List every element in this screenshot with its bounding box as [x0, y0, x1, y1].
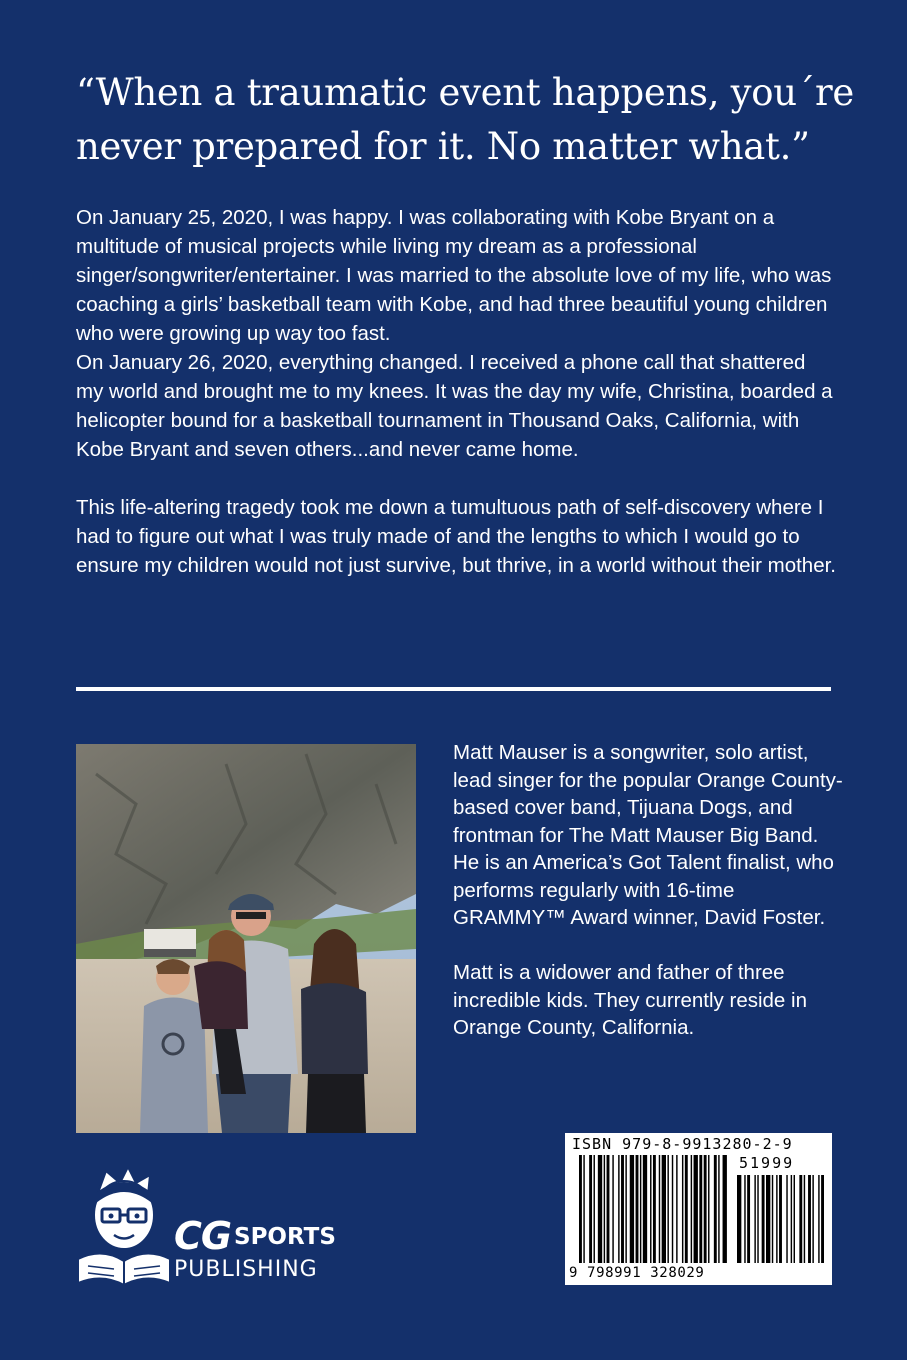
isbn-barcode [565, 1133, 832, 1285]
publisher-name-publishing: PUBLISHING [174, 1257, 318, 1282]
description-paragraph: This life-altering tragedy took me down a tumultuous path of self-discovery where I had to figure out what I was truly made of and the lengths to which I would go to ensure my children would not just survive, but thrive, in a world without their mother. [76, 496, 836, 577]
book-description [76, 203, 836, 580]
ean-digits: 9 798991 328029 [569, 1265, 705, 1281]
publisher-logo [76, 1163, 356, 1288]
isbn-label: ISBN 979-8-9913280-2-9 [572, 1135, 793, 1153]
description-paragraph: On January 25, 2020, I was happy. I was collaborating with Kobe Bryant on a multitude of musical projects while living my dream as a professional singer/songwriter/entertainer. I was married to the absolute love of my life, who was coaching a girls’ basketball team with Kobe, and had three beautiful young children who were growing up way too fast. [76, 206, 832, 345]
publisher-name-sports: SPORTS [234, 1224, 336, 1250]
bio-paragraph: Matt Mauser is a songwriter, solo artist, lead singer for the popular Orange County-based cover band, Tijuana Dogs, and frontman for The Matt Mauser Big Band. He is an America’s Got Talent finalist, who performs regularly with 16-time GRAMMY™ Award winner, David Foster. [453, 741, 843, 929]
description-paragraph: On January 26, 2020, everything changed. I received a phone call that shattered my world and brought me to my knees. It was the day my wife, Christina, boarded a helicopter bound for a basketball tournament in Thousand Oaks, California, with Kobe Bryant and seven others...and never came home. [76, 351, 833, 461]
price-code: 51999 [739, 1154, 795, 1172]
barcode-bars-icon [565, 1133, 832, 1285]
publisher-name-cg: CG [174, 1214, 232, 1258]
bio-paragraph: Matt is a widower and father of three incredible kids. They currently reside in Orange County, California. [453, 961, 807, 1039]
author-bio [453, 739, 843, 1042]
back-cover-quote: “When a traumatic event happens, you´re never prepared for it. No matter what.” [76, 71, 854, 168]
author-family-photo [76, 744, 416, 1133]
reader-mascot-icon [76, 1163, 172, 1288]
section-divider [76, 687, 831, 691]
